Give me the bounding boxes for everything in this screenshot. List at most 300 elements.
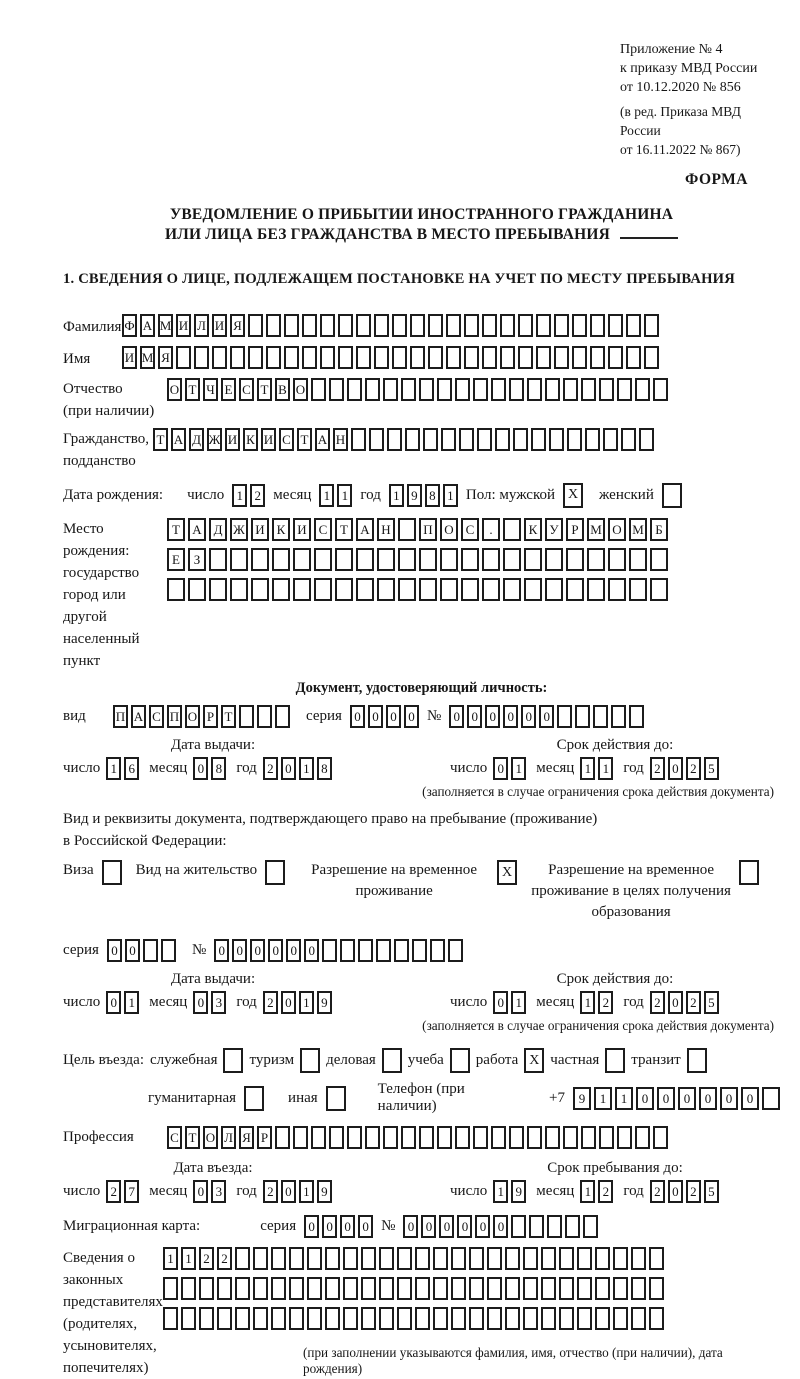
char-cell[interactable]: 0 [493, 1215, 508, 1238]
char-cell[interactable] [314, 578, 332, 601]
char-cell[interactable] [415, 1307, 430, 1330]
char-cell[interactable] [518, 346, 533, 369]
char-cell[interactable] [491, 378, 506, 401]
char-cell[interactable] [587, 548, 605, 571]
char-cell[interactable]: 0 [699, 1087, 717, 1110]
char-cell[interactable] [464, 314, 479, 337]
char-cell[interactable]: Т [185, 1126, 200, 1149]
char-cell[interactable] [356, 548, 374, 571]
profession-input[interactable] [167, 1126, 668, 1149]
doc-valid-year[interactable] [650, 757, 719, 780]
char-cell[interactable] [266, 314, 281, 337]
char-cell[interactable]: 1 [232, 484, 247, 507]
char-cell[interactable] [392, 346, 407, 369]
char-cell[interactable]: Т [257, 378, 272, 401]
char-cell[interactable] [329, 1126, 344, 1149]
char-cell[interactable] [557, 705, 572, 728]
char-cell[interactable] [347, 378, 362, 401]
char-cell[interactable]: Е [167, 548, 185, 571]
char-cell[interactable] [398, 578, 416, 601]
char-cell[interactable] [631, 1247, 646, 1270]
char-cell[interactable] [577, 1277, 592, 1300]
char-cell[interactable] [272, 548, 290, 571]
char-cell[interactable] [230, 578, 248, 601]
char-cell[interactable] [369, 428, 384, 451]
char-cell[interactable] [446, 314, 461, 337]
permit-series-input[interactable] [107, 939, 176, 962]
char-cell[interactable]: 1 [580, 757, 595, 780]
char-cell[interactable] [608, 346, 623, 369]
purpose-humanitarian-checkbox[interactable] [244, 1086, 264, 1111]
birth-place-input-row3[interactable] [167, 578, 668, 601]
char-cell[interactable]: 0 [467, 705, 482, 728]
char-cell[interactable] [293, 1126, 308, 1149]
char-cell[interactable]: 0 [678, 1087, 696, 1110]
char-cell[interactable] [547, 1215, 562, 1238]
char-cell[interactable] [307, 1307, 322, 1330]
char-cell[interactable] [311, 1126, 326, 1149]
char-cell[interactable] [289, 1307, 304, 1330]
char-cell[interactable]: Р [203, 705, 218, 728]
permit-issue-year[interactable] [263, 991, 332, 1014]
char-cell[interactable]: О [185, 705, 200, 728]
char-cell[interactable] [361, 1247, 376, 1270]
char-cell[interactable] [650, 578, 668, 601]
char-cell[interactable]: А [171, 428, 186, 451]
char-cell[interactable] [199, 1307, 214, 1330]
char-cell[interactable]: К [243, 428, 258, 451]
char-cell[interactable]: 0 [636, 1087, 654, 1110]
char-cell[interactable] [379, 1277, 394, 1300]
char-cell[interactable] [302, 314, 317, 337]
char-cell[interactable]: 0 [475, 1215, 490, 1238]
char-cell[interactable]: 9 [511, 1180, 526, 1203]
char-cell[interactable]: 0 [268, 939, 283, 962]
char-cell[interactable] [446, 346, 461, 369]
char-cell[interactable] [257, 705, 272, 728]
char-cell[interactable]: 0 [741, 1087, 759, 1110]
char-cell[interactable] [194, 346, 209, 369]
char-cell[interactable] [415, 1247, 430, 1270]
char-cell[interactable] [401, 1126, 416, 1149]
char-cell[interactable] [563, 1126, 578, 1149]
char-cell[interactable] [608, 548, 626, 571]
char-cell[interactable] [248, 314, 263, 337]
char-cell[interactable]: 1 [299, 1180, 314, 1203]
birth-place-input-row2[interactable] [167, 548, 668, 571]
sex-female-checkbox[interactable] [662, 483, 682, 508]
purpose-official-checkbox[interactable] [223, 1048, 243, 1073]
char-cell[interactable]: 1 [511, 757, 526, 780]
char-cell[interactable] [230, 346, 245, 369]
char-cell[interactable] [524, 578, 542, 601]
char-cell[interactable]: П [419, 518, 437, 541]
char-cell[interactable] [583, 1215, 598, 1238]
char-cell[interactable] [383, 378, 398, 401]
char-cell[interactable]: Д [209, 518, 227, 541]
birth-year-input[interactable] [389, 484, 458, 507]
char-cell[interactable] [455, 378, 470, 401]
doc-type-input[interactable] [113, 705, 290, 728]
char-cell[interactable] [176, 346, 191, 369]
char-cell[interactable]: 0 [281, 991, 296, 1014]
char-cell[interactable]: 5 [704, 991, 719, 1014]
char-cell[interactable] [239, 705, 254, 728]
char-cell[interactable]: М [587, 518, 605, 541]
char-cell[interactable]: 2 [686, 1180, 701, 1203]
char-cell[interactable]: 7 [124, 1180, 139, 1203]
char-cell[interactable] [251, 548, 269, 571]
char-cell[interactable] [212, 346, 227, 369]
char-cell[interactable] [536, 346, 551, 369]
char-cell[interactable] [563, 378, 578, 401]
char-cell[interactable] [536, 314, 551, 337]
char-cell[interactable]: 1 [598, 757, 613, 780]
char-cell[interactable] [629, 548, 647, 571]
char-cell[interactable]: 1 [181, 1247, 196, 1270]
char-cell[interactable]: Ж [230, 518, 248, 541]
char-cell[interactable]: Ж [207, 428, 222, 451]
char-cell[interactable] [595, 1247, 610, 1270]
char-cell[interactable]: П [113, 705, 128, 728]
char-cell[interactable]: 1 [594, 1087, 612, 1110]
char-cell[interactable] [509, 1126, 524, 1149]
char-cell[interactable]: И [176, 314, 191, 337]
entry-day[interactable] [106, 1180, 139, 1203]
char-cell[interactable] [343, 1247, 358, 1270]
char-cell[interactable] [325, 1247, 340, 1270]
char-cell[interactable] [199, 1277, 214, 1300]
char-cell[interactable]: 0 [125, 939, 140, 962]
char-cell[interactable]: 1 [124, 991, 139, 1014]
char-cell[interactable]: 1 [389, 484, 404, 507]
char-cell[interactable] [217, 1277, 232, 1300]
char-cell[interactable] [275, 1126, 290, 1149]
char-cell[interactable]: С [239, 378, 254, 401]
char-cell[interactable] [626, 314, 641, 337]
char-cell[interactable] [531, 428, 546, 451]
char-cell[interactable] [631, 1277, 646, 1300]
char-cell[interactable] [587, 578, 605, 601]
char-cell[interactable]: 0 [281, 757, 296, 780]
char-cell[interactable]: 9 [573, 1087, 591, 1110]
char-cell[interactable]: 8 [425, 484, 440, 507]
doc-issue-month[interactable] [193, 757, 226, 780]
char-cell[interactable] [469, 1277, 484, 1300]
char-cell[interactable] [441, 428, 456, 451]
char-cell[interactable]: 0 [539, 705, 554, 728]
char-cell[interactable] [248, 346, 263, 369]
surname-input[interactable] [122, 314, 659, 337]
char-cell[interactable]: Н [333, 428, 348, 451]
char-cell[interactable] [440, 548, 458, 571]
stay-until-day[interactable] [493, 1180, 526, 1203]
char-cell[interactable]: Т [185, 378, 200, 401]
char-cell[interactable] [209, 548, 227, 571]
char-cell[interactable] [541, 1307, 556, 1330]
char-cell[interactable] [361, 1307, 376, 1330]
char-cell[interactable]: Т [167, 518, 185, 541]
char-cell[interactable] [289, 1247, 304, 1270]
char-cell[interactable] [626, 346, 641, 369]
char-cell[interactable] [338, 314, 353, 337]
char-cell[interactable]: 0 [449, 705, 464, 728]
char-cell[interactable]: 2 [199, 1247, 214, 1270]
char-cell[interactable]: С [279, 428, 294, 451]
char-cell[interactable]: 0 [457, 1215, 472, 1238]
char-cell[interactable]: Т [221, 705, 236, 728]
char-cell[interactable]: 0 [668, 757, 683, 780]
char-cell[interactable]: 0 [668, 991, 683, 1014]
char-cell[interactable]: 2 [686, 991, 701, 1014]
char-cell[interactable]: 2 [263, 757, 278, 780]
char-cell[interactable]: 0 [720, 1087, 738, 1110]
char-cell[interactable]: И [122, 346, 137, 369]
char-cell[interactable] [469, 1307, 484, 1330]
char-cell[interactable] [513, 428, 528, 451]
char-cell[interactable]: 9 [407, 484, 422, 507]
char-cell[interactable]: 0 [493, 991, 508, 1014]
doc-series-input[interactable] [350, 705, 419, 728]
char-cell[interactable]: 0 [503, 705, 518, 728]
char-cell[interactable] [340, 939, 355, 962]
char-cell[interactable] [527, 378, 542, 401]
char-cell[interactable]: 0 [322, 1215, 337, 1238]
char-cell[interactable] [541, 1247, 556, 1270]
char-cell[interactable] [762, 1087, 780, 1110]
char-cell[interactable]: И [261, 428, 276, 451]
char-cell[interactable] [253, 1277, 268, 1300]
char-cell[interactable] [545, 578, 563, 601]
char-cell[interactable] [293, 548, 311, 571]
char-cell[interactable]: 1 [443, 484, 458, 507]
char-cell[interactable] [356, 314, 371, 337]
char-cell[interactable] [505, 1307, 520, 1330]
char-cell[interactable]: К [524, 518, 542, 541]
char-cell[interactable] [271, 1277, 286, 1300]
char-cell[interactable]: 0 [304, 939, 319, 962]
char-cell[interactable] [559, 1307, 574, 1330]
char-cell[interactable]: 8 [211, 757, 226, 780]
char-cell[interactable] [523, 1247, 538, 1270]
char-cell[interactable] [590, 346, 605, 369]
char-cell[interactable] [545, 548, 563, 571]
char-cell[interactable] [593, 705, 608, 728]
char-cell[interactable] [302, 346, 317, 369]
char-cell[interactable]: 8 [317, 757, 332, 780]
char-cell[interactable] [365, 378, 380, 401]
char-cell[interactable] [419, 1126, 434, 1149]
char-cell[interactable] [430, 939, 445, 962]
char-cell[interactable] [464, 346, 479, 369]
char-cell[interactable] [581, 1126, 596, 1149]
char-cell[interactable] [545, 378, 560, 401]
char-cell[interactable] [523, 1277, 538, 1300]
char-cell[interactable]: 0 [106, 991, 121, 1014]
char-cell[interactable] [566, 578, 584, 601]
char-cell[interactable] [518, 314, 533, 337]
char-cell[interactable]: М [158, 314, 173, 337]
char-cell[interactable] [161, 939, 176, 962]
char-cell[interactable] [419, 548, 437, 571]
char-cell[interactable] [343, 1277, 358, 1300]
char-cell[interactable] [271, 1307, 286, 1330]
char-cell[interactable]: Т [335, 518, 353, 541]
char-cell[interactable]: 2 [250, 484, 265, 507]
char-cell[interactable] [338, 346, 353, 369]
char-cell[interactable] [639, 428, 654, 451]
char-cell[interactable] [500, 346, 515, 369]
char-cell[interactable] [451, 1307, 466, 1330]
char-cell[interactable] [289, 1277, 304, 1300]
sex-male-checkbox[interactable]: X [563, 483, 583, 508]
char-cell[interactable] [433, 1277, 448, 1300]
char-cell[interactable] [529, 1215, 544, 1238]
purpose-transit-checkbox[interactable] [687, 1048, 707, 1073]
char-cell[interactable] [379, 1307, 394, 1330]
char-cell[interactable] [410, 346, 425, 369]
char-cell[interactable] [505, 1277, 520, 1300]
char-cell[interactable]: 0 [193, 757, 208, 780]
char-cell[interactable] [575, 705, 590, 728]
char-cell[interactable] [559, 1277, 574, 1300]
char-cell[interactable]: 0 [286, 939, 301, 962]
char-cell[interactable] [451, 1277, 466, 1300]
temp-residence-checkbox[interactable]: X [497, 860, 517, 885]
char-cell[interactable]: Е [221, 378, 236, 401]
char-cell[interactable] [581, 378, 596, 401]
char-cell[interactable] [455, 1126, 470, 1149]
char-cell[interactable]: В [275, 378, 290, 401]
char-cell[interactable]: 0 [350, 705, 365, 728]
char-cell[interactable] [374, 314, 389, 337]
char-cell[interactable]: И [293, 518, 311, 541]
char-cell[interactable]: О [167, 378, 182, 401]
temp-residence-education-checkbox[interactable] [739, 860, 759, 885]
char-cell[interactable]: 0 [340, 1215, 355, 1238]
char-cell[interactable] [595, 1277, 610, 1300]
purpose-business-checkbox[interactable] [382, 1048, 402, 1073]
char-cell[interactable] [275, 705, 290, 728]
char-cell[interactable] [473, 378, 488, 401]
char-cell[interactable] [440, 578, 458, 601]
entry-year[interactable] [263, 1180, 332, 1203]
char-cell[interactable] [314, 548, 332, 571]
char-cell[interactable] [398, 518, 416, 541]
char-cell[interactable] [398, 548, 416, 571]
stay-until-year[interactable] [650, 1180, 719, 1203]
char-cell[interactable]: К [272, 518, 290, 541]
char-cell[interactable] [545, 1126, 560, 1149]
char-cell[interactable]: 0 [403, 1215, 418, 1238]
char-cell[interactable]: 0 [214, 939, 229, 962]
char-cell[interactable] [541, 1277, 556, 1300]
permit-number-input[interactable] [214, 939, 463, 962]
char-cell[interactable] [401, 378, 416, 401]
char-cell[interactable] [477, 428, 492, 451]
char-cell[interactable] [487, 1307, 502, 1330]
char-cell[interactable]: Я [239, 1126, 254, 1149]
char-cell[interactable] [461, 548, 479, 571]
char-cell[interactable]: 0 [521, 705, 536, 728]
char-cell[interactable]: Т [297, 428, 312, 451]
permit-valid-year[interactable] [650, 991, 719, 1014]
char-cell[interactable] [577, 1247, 592, 1270]
char-cell[interactable]: 3 [211, 1180, 226, 1203]
char-cell[interactable] [230, 548, 248, 571]
char-cell[interactable]: 1 [580, 991, 595, 1014]
char-cell[interactable]: 1 [580, 1180, 595, 1203]
char-cell[interactable] [461, 578, 479, 601]
char-cell[interactable]: . [482, 518, 500, 541]
char-cell[interactable] [487, 1247, 502, 1270]
permit-valid-day[interactable] [493, 991, 526, 1014]
purpose-work-checkbox[interactable]: X [524, 1048, 544, 1073]
char-cell[interactable] [235, 1247, 250, 1270]
char-cell[interactable] [217, 1307, 232, 1330]
char-cell[interactable] [329, 378, 344, 401]
char-cell[interactable]: О [608, 518, 626, 541]
char-cell[interactable] [235, 1307, 250, 1330]
phone-input[interactable] [573, 1087, 780, 1110]
char-cell[interactable] [284, 314, 299, 337]
char-cell[interactable]: 0 [193, 991, 208, 1014]
char-cell[interactable]: С [461, 518, 479, 541]
char-cell[interactable] [635, 378, 650, 401]
char-cell[interactable]: 3 [211, 991, 226, 1014]
doc-number-input[interactable] [449, 705, 644, 728]
char-cell[interactable] [644, 314, 659, 337]
char-cell[interactable] [374, 346, 389, 369]
char-cell[interactable]: 0 [250, 939, 265, 962]
char-cell[interactable] [397, 1307, 412, 1330]
char-cell[interactable]: А [356, 518, 374, 541]
char-cell[interactable] [325, 1307, 340, 1330]
char-cell[interactable] [272, 578, 290, 601]
char-cell[interactable] [143, 939, 158, 962]
char-cell[interactable] [509, 378, 524, 401]
residence-permit-checkbox[interactable] [265, 860, 285, 885]
char-cell[interactable] [554, 346, 569, 369]
char-cell[interactable]: 1 [299, 757, 314, 780]
birth-day-input[interactable] [232, 484, 265, 507]
doc-issue-year[interactable] [263, 757, 332, 780]
name-input[interactable] [122, 346, 659, 369]
char-cell[interactable] [163, 1277, 178, 1300]
char-cell[interactable] [405, 428, 420, 451]
char-cell[interactable]: 0 [368, 705, 383, 728]
char-cell[interactable] [235, 1277, 250, 1300]
char-cell[interactable]: Л [221, 1126, 236, 1149]
char-cell[interactable]: 1 [493, 1180, 508, 1203]
char-cell[interactable] [451, 1247, 466, 1270]
char-cell[interactable]: 2 [598, 991, 613, 1014]
char-cell[interactable]: 9 [317, 1180, 332, 1203]
stay-until-month[interactable] [580, 1180, 613, 1203]
char-cell[interactable] [322, 939, 337, 962]
char-cell[interactable] [567, 428, 582, 451]
char-cell[interactable] [437, 378, 452, 401]
char-cell[interactable] [608, 314, 623, 337]
char-cell[interactable] [433, 1247, 448, 1270]
char-cell[interactable] [503, 548, 521, 571]
char-cell[interactable]: Р [257, 1126, 272, 1149]
char-cell[interactable]: О [293, 378, 308, 401]
char-cell[interactable]: И [225, 428, 240, 451]
legal-reps-input-row1[interactable] [163, 1247, 780, 1270]
char-cell[interactable]: 0 [668, 1180, 683, 1203]
char-cell[interactable] [209, 578, 227, 601]
